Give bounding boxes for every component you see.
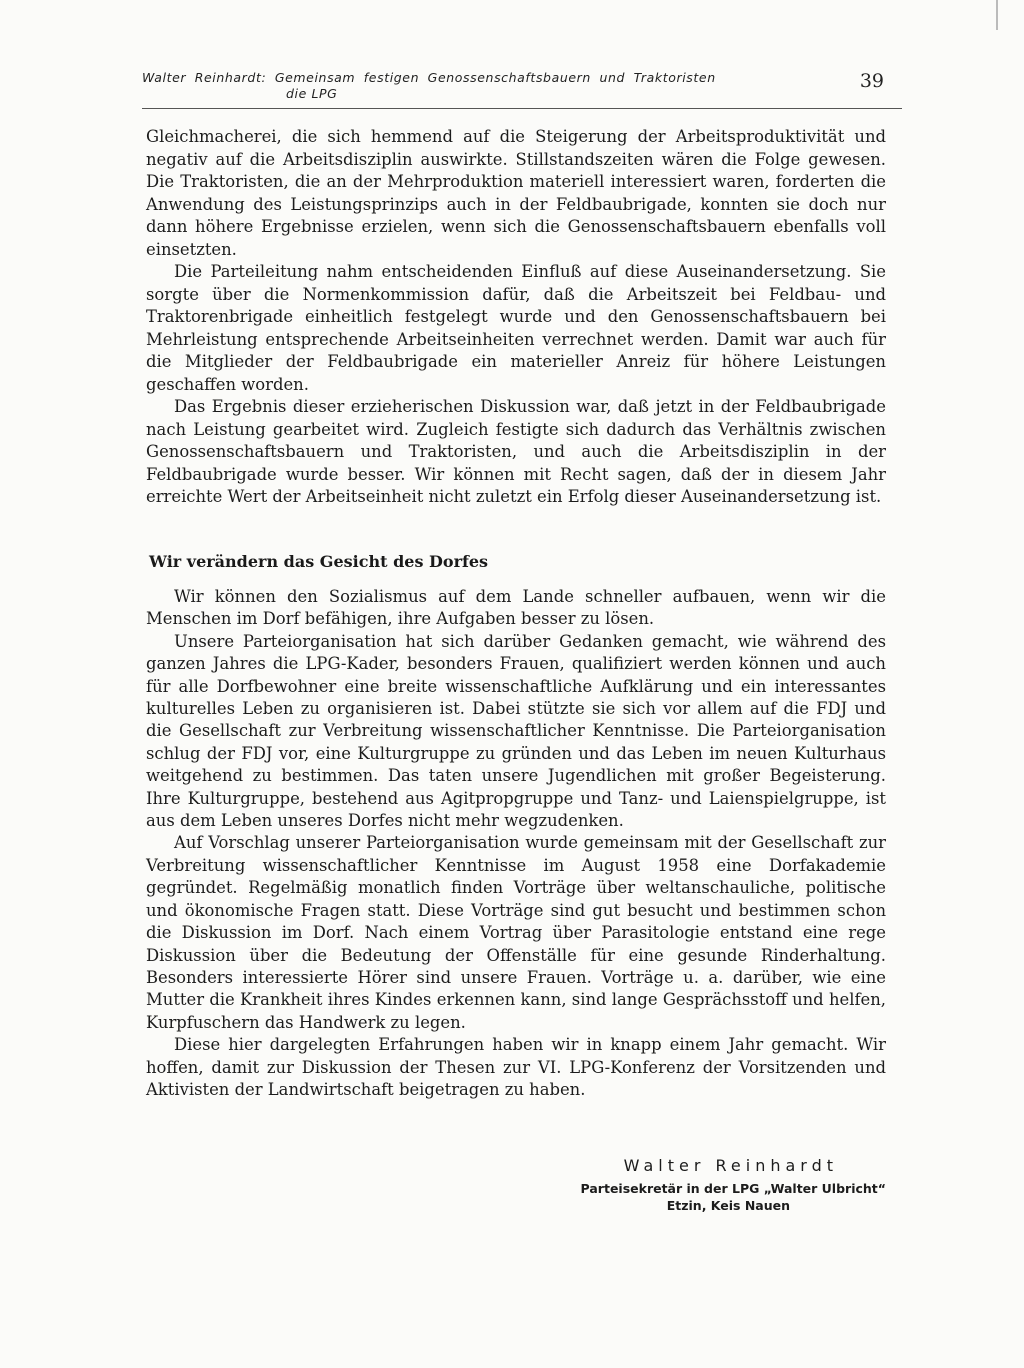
paragraph: Unsere Parteiorganisation hat sich darüber Gedanken gemacht, wie während des ganzen Jahres die LPG-Kader, besonders Frauen, qualifiziert werden können und auch für alle Dorfbewohner eine breite wissenschaftliche Aufklärung und ein interessantes kulturelles Leben zu organisieren ist. Dabei stützte sie sich vor allem auf die FDJ und die Gesellschaft zur Verbreitung wissenschaftlicher Kenntnisse. Die Parteiorganisation schlug der FDJ vor, eine Kulturgruppe zu gründen und das Leben im neuen Kulturhaus weitgehend zu bestimmen. Das taten unsere Jugendlichen mit großer Begeisterung. Ihre Kulturgruppe, bestehend aus Agitpropgruppe und Tanz- und Laienspielgruppe, ist aus dem Leben unseres Dorfes nicht mehr wegzudenken. bbox=[146, 631, 886, 831]
page-number: 39 bbox=[859, 70, 884, 92]
running-header bbox=[142, 68, 902, 109]
header-title-line2: die LPG bbox=[286, 86, 338, 101]
paragraph: Das Ergebnis dieser erzieherischen Diskussion war, daß jetzt in der Feldbaubrigade nach Leistung gearbeitet wird. Zugleich festigte sich dadurch das Verhältnis zwischen Genossenschaftsbauern und Traktoristen, und auch die Arbeitsdisziplin in der Feldbaubrigade wurde besser. Wir können mit Recht sagen, daß der in diesem Jahr erreichte Wert der Arbeitseinheit nicht zuletzt ein Erfolg dieser Auseinandersetzung ist. bbox=[146, 397, 886, 506]
scan-edge-mark bbox=[996, 0, 998, 30]
section-heading: Wir verändern das Gesicht des Dorfes bbox=[149, 552, 489, 571]
body-text-top bbox=[146, 126, 886, 509]
section-body bbox=[146, 586, 886, 1101]
paragraph-continuation: Gleichmacherei, die sich hemmend auf die Steigerung der Arbeitsproduktivität und negativ auf die Arbeitsdisziplin auswirkte. Stillstandszeiten wären die Folge gewesen. Die Traktoristen, die an der Mehrproduktion materiell interessiert waren, forderten die Anwendung des Leistungsprinzips auch in der Feldbaubrigade, konnten sie doch nur dann höhere Ergebnisse erzielen, wenn sich die Genossenschaftsbauern ebenfalls voll einsetzten. bbox=[146, 127, 886, 259]
paragraph: Die Parteileitung nahm entscheidenden Einfluß auf diese Auseinandersetzung. Sie sorgte über die Normenkommission dafür, daß die Arbeitszeit bei Feldbau- und Traktorenbrigade einheitlich festgelegt wurde und den Genossenschaftsbauern bei Mehrleistung entsprechende Arbeitseinheiten verrechnet werden. Damit war auch für die Mitglieder der Feldbaubrigade ein materieller Anreiz für höhere Leistungen geschaffen worden. bbox=[146, 262, 886, 394]
signature-block bbox=[540, 1156, 890, 1213]
author-role: Parteisekretär in der LPG „Walter Ulbricht“ bbox=[580, 1181, 886, 1196]
header-title-line1: Walter Reinhardt: Gemeinsam festigen Genossenschaftsbauern und Traktoristen bbox=[142, 70, 716, 85]
author-place: Etzin, Keis Nauen bbox=[666, 1198, 790, 1213]
author-name: Walter Reinhardt bbox=[623, 1156, 838, 1175]
paragraph: Diese hier dargelegten Erfahrungen haben wir in knapp einem Jahr gemacht. Wir hoffen, damit zur Diskussion der Thesen zur VI. LPG-Konferenz der Vorsitzenden und Aktivisten der Landwirtschaft beigetragen zu haben. bbox=[146, 1035, 886, 1099]
paragraph: Auf Vorschlag unserer Parteiorganisation wurde gemeinsam mit der Gesellschaft zur Verbreitung wissenschaftlicher Kenntnisse im August 1958 eine Dorfakademie gegründet. Regelmäßig monatlich finden Vorträge über weltanschauliche, politische und ökonomische Fragen statt. Diese Vorträge sind gut besucht und bestimmen schon die Diskussion im Dorf. Nach einem Vortrag über Parasitologie entstand eine rege Diskussion über die Bedeutung der Offenställe für eine gesunde Rinderhaltung. Besonders interessierte Hörer sind unsere Frauen. Vorträge u. a. darüber, wie eine Mutter die Krankheit ihres Kindes erkennen kann, sind lange Gesprächsstoff und helfen, Kurpfuschern das Handwerk zu legen. bbox=[146, 833, 886, 1032]
paragraph: Wir können den Sozialismus auf dem Lande schneller aufbauen, wenn wir die Menschen im Dorf befähigen, ihre Aufgaben besser zu lösen. bbox=[146, 587, 886, 629]
